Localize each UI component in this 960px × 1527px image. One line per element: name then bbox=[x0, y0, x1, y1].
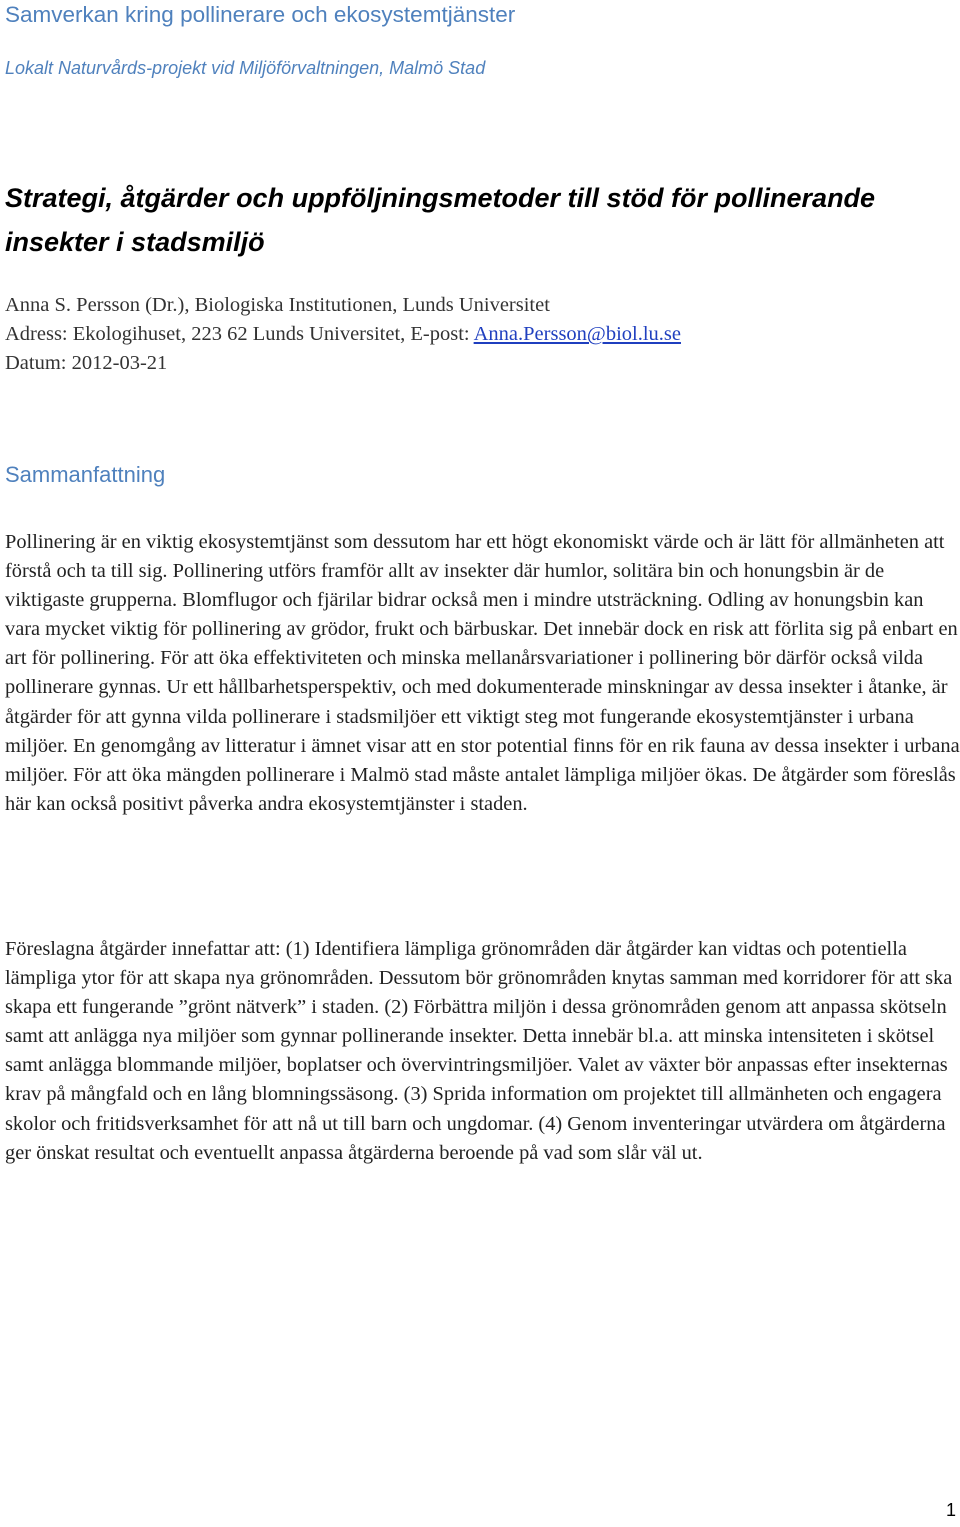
author-line: Anna S. Persson (Dr.), Biologiska Institutionen, Lunds Universitet bbox=[5, 294, 550, 316]
summary-paragraph-2: Föreslagna åtgärder innefattar att: (1) Identifiera lämpliga grönområden där åtgärder kan vidtas och potentiella lämpliga ytor för att skapa nya grönområden. Dessutom bör grönområden knytas samman med korridorer för att ska skapa ett fungerande ”grönt nätverk” i staden. (2) Förbättra miljön i dessa grönområden genom att anpassa skötseln samt att anlägga nya miljöer som gynnar pollinerande insekter. Detta innebär bl.a. att minska intensiteten i skötsel samt anlägga blommande miljöer, boplatser och övervintringsmiljöer. Valet av växter bör anpassas efter insekternas krav på mångfald och en lång blomningssäsong. (3) Sprida information om projektet till allmänheten och engagera skolor och fritidsverksamhet för att nå ut till barn och ungdomar. (4) Genom inventeringar utvärdera om åtgärderna ger önskat resultat och eventuellt anpassa åtgärderna beroende på vad som slår väl ut. bbox=[5, 938, 953, 1164]
document-title: Strategi, åtgärder och uppföljningsmetoder till stöd för pollinerande insekter i stadsmiljö bbox=[5, 183, 876, 257]
page-number: 1 bbox=[945, 1500, 956, 1520]
address-text: Adress: Ekologihuset, 223 62 Lunds Universitet, E-post: bbox=[5, 323, 474, 345]
summary-paragraph-1: Pollinering är en viktig ekosystemtjänst som dessutom har ett högt ekonomiskt värde och är lätt för allmänheten att förstå och ta till sig. Pollinering utförs framför allt av insekter där humlor, solitära bin och honungsbin är de viktigaste grupperna. Blomflugor och fjärilar bidrar också men i mindre utsträckning. Odling av honungsbin kan vara mycket viktig för pollinering av grödor, frukt och bärbuskar. Det innebär dock en risk att förlita sig på enbart en art för pollinering. För att öka effektiviteten och minska mellanårsvariationer i pollinering bör därför också vilda pollinerare gynnas. Ur ett hållbarhetsperspektiv, och med dokumenterade minskningar av dessa insekter i åtanke, är åtgärder för att gynna vilda pollinerare i stadsmiljöer ett viktigt steg mot fungerande ekosystemtjänster i urbana miljöer. En genomgång av litteratur i ämnet visar att en stor potential finns för en rik fauna av dessa insekter i urbana miljöer. För att öka mängden pollinerare i Malmö stad måste antalet lämpliga miljöer ökas. De åtgärder som föreslås här kan också positivt påverka andra ekosystemtjänster i staden. bbox=[5, 531, 960, 815]
date-line: Datum: 2012-03-21 bbox=[5, 352, 168, 374]
email-link[interactable]: Anna.Persson@biol.lu.se bbox=[473, 323, 681, 345]
address-line bbox=[5, 323, 681, 346]
section-heading-summary: Sammanfattning bbox=[5, 462, 166, 487]
header-subtitle: Lokalt Naturvårds-projekt vid Miljöförvaltningen, Malmö Stad bbox=[5, 58, 486, 78]
header-title: Samverkan kring pollinerare och ekosystemtjänster bbox=[5, 2, 516, 27]
